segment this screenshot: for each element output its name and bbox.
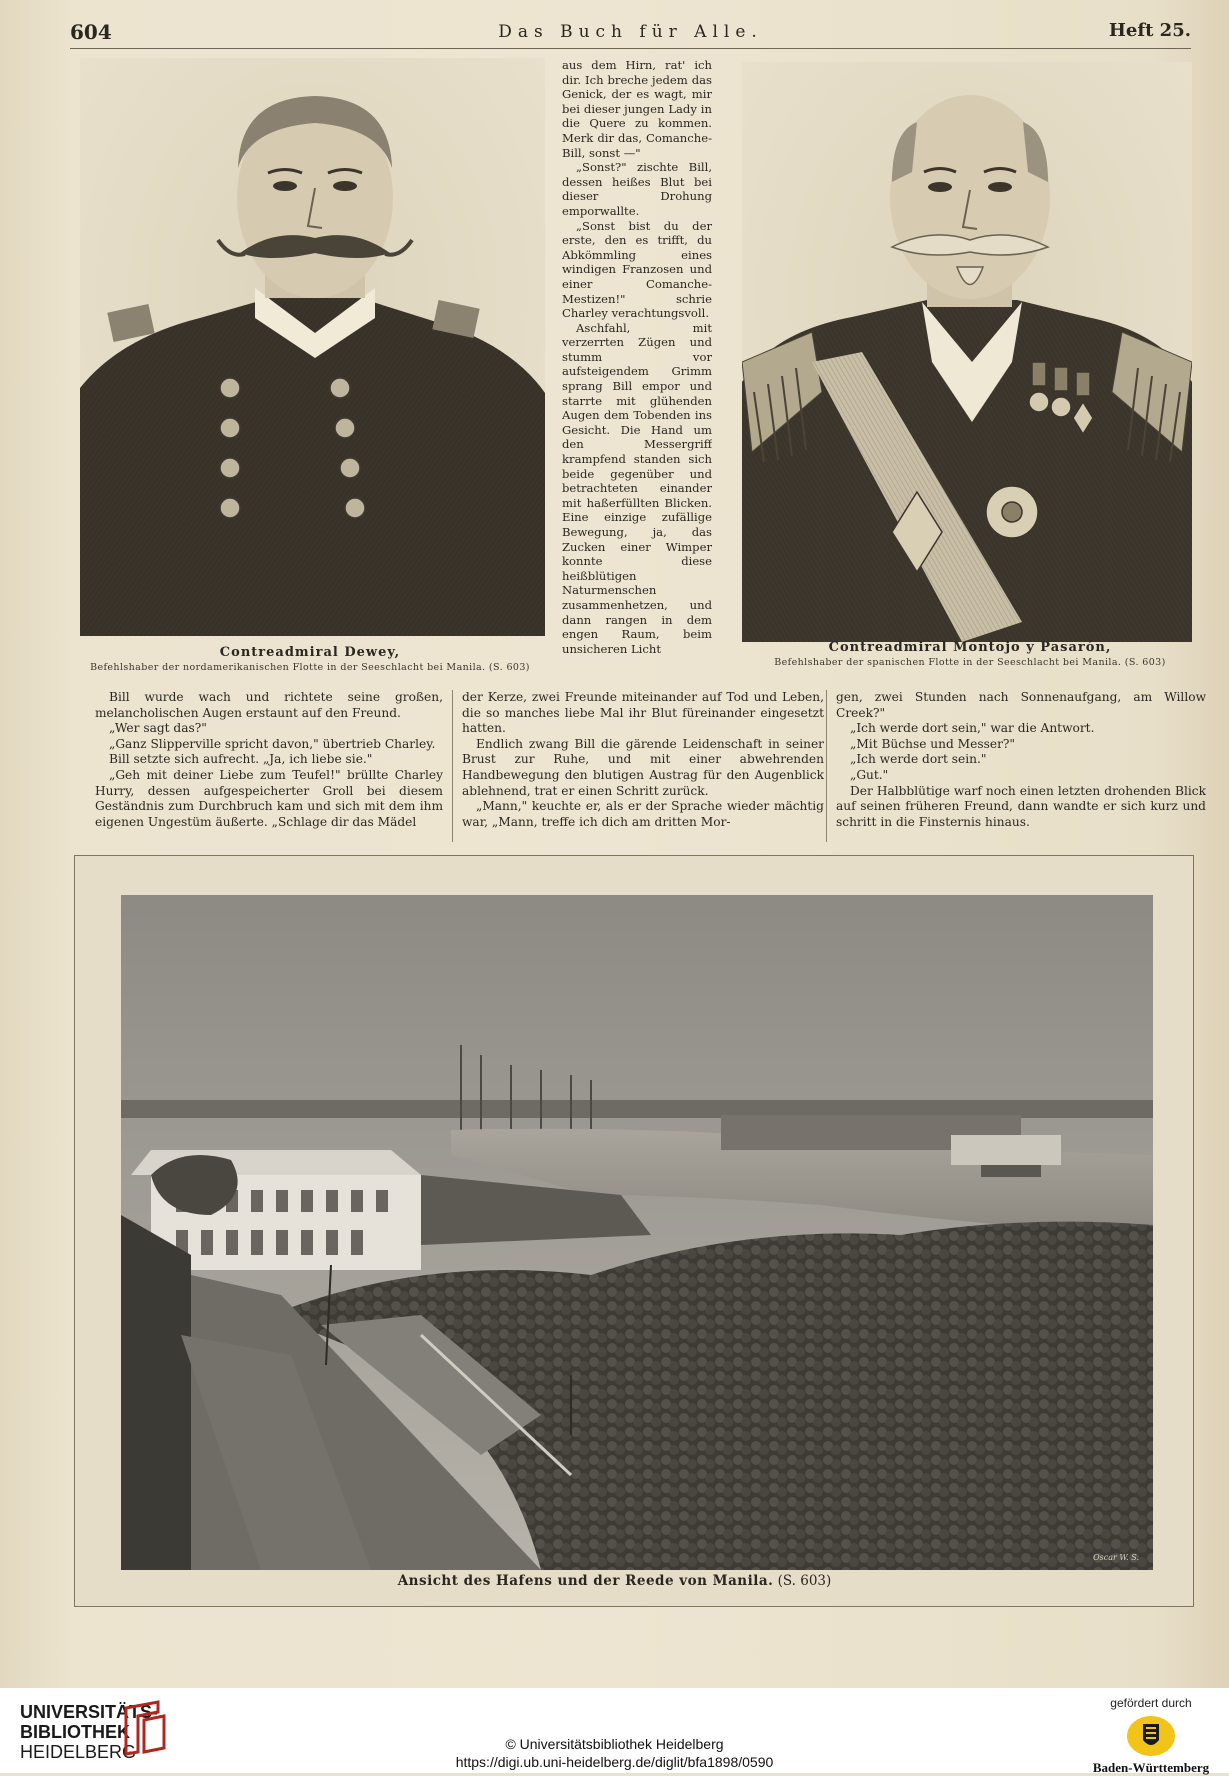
baden-wuerttemberg-crest-icon xyxy=(1125,1714,1177,1758)
portrait-montojo-engraving xyxy=(742,62,1192,642)
caption-dewey-title: Contreadmiral Dewey, xyxy=(219,645,401,660)
portrait-montojo xyxy=(742,62,1192,642)
caption-dewey xyxy=(90,645,530,673)
photo-signature: Oscar W. S. xyxy=(1093,1553,1139,1562)
column-paragraph: „Wer sagt das?" xyxy=(109,721,207,736)
issue-number: Heft 25. xyxy=(1108,20,1191,41)
column-paragraph: Bill setzte sich aufrecht. „Ja, ich liebe sie." xyxy=(109,752,373,767)
manila-harbor-photo xyxy=(121,895,1153,1570)
column-paragraph: „Mann," keuchte er, als er der Sprache wieder mächtig war, „Mann, treffe ich dich am dritten Mor- xyxy=(462,799,824,829)
narrow-text-column xyxy=(562,58,712,683)
caption-montojo xyxy=(760,640,1180,668)
column-paragraph: „Ich werde dort sein." xyxy=(850,752,987,767)
sponsor-label: gefördert durch xyxy=(1110,1696,1192,1710)
text-column-1 xyxy=(95,690,443,842)
text-column-2 xyxy=(452,690,824,842)
library-footer xyxy=(0,1688,1229,1773)
column-paragraph: „Ich werde dort sein," war die Antwort. xyxy=(850,721,1095,736)
column-paragraph: Endlich zwang Bill die gärende Leidenschaft in seiner Brust zur Ruhe, und mit einer abwehrenden Handbewegung den blutigen Austrag für den Augenblick ablehnend, trat er einen Schritt zurück. xyxy=(462,736,824,798)
column-paragraph: „Mit Büchse und Messer?" xyxy=(850,736,1016,751)
column-paragraph: Der Halbblütige warf noch einen letzten drohenden Blick auf seinen früheren Freund, dann wandte er sich kurz und schritt in die Finsternis hinaus. xyxy=(836,783,1206,829)
library-name-line2: BIBLIOTHEK xyxy=(20,1722,130,1742)
plate-caption xyxy=(0,1573,1229,1589)
library-name-line1: UNIVERSITÄTS- xyxy=(20,1702,159,1722)
source-url[interactable]: https://digi.ub.uni-heidelberg.de/diglit/bfa1898/0590 xyxy=(455,1754,774,1770)
manila-harbor-image xyxy=(121,895,1153,1570)
portrait-dewey xyxy=(80,58,545,636)
text-column-3 xyxy=(826,690,1206,842)
sponsor-block xyxy=(1091,1696,1211,1776)
column-paragraph: gen, zwei Stunden nach Sonnenaufgang, am Willow Creek?" xyxy=(836,690,1206,720)
copyright-notice: © Universitätsbibliothek Heidelberg xyxy=(505,1736,724,1752)
page-header xyxy=(70,18,1191,49)
caption-montojo-title: Contreadmiral Montojo y Pasarón, xyxy=(828,640,1112,655)
caption-montojo-subtitle: Befehlshaber der spanischen Flotte in der Seeschlacht bei Manila. (S. 603) xyxy=(774,657,1166,668)
narrow-paragraph: Aschfahl, mit verzerrten Zügen und stumm vor aufsteigendem Grimm sprang Bill empor und starrte mit glühenden Augen dem Tobenden ins Gesicht. Die Hand um den Messergriff krampfend standen sich beide gegenüber und betrachteten einander mit haßerfüllten Blicken. Eine einzige zufällige Bewegung, ja, das Zucken einer Wimper konnte diese heißblütigen Naturmenschen zusammenhetzen, und dann rangen in dem engen Raum, beim unsicheren Licht xyxy=(562,320,712,656)
caption-dewey-subtitle: Befehlshaber der nordamerikanischen Flotte in der Seeschlacht bei Manila. (S. 603) xyxy=(90,662,530,673)
narrow-paragraph: aus dem Hirn, rat' ich dir. Ich breche jedem das Genick, der es wagt, mir bei dieser jungen Lady in die Quere zu kommen. Merk dir das, Comanche-Bill, sonst —" xyxy=(562,58,712,160)
sponsor-name: Baden-Württemberg xyxy=(1092,1760,1210,1775)
narrow-paragraph: „Sonst?" zischte Bill, dessen heißes Blut bei dieser Drohung emporwallte. xyxy=(562,160,712,218)
page-number: 604 xyxy=(70,20,112,44)
column-paragraph: „Ganz Slipperville spricht davon," übertrieb Charley. xyxy=(109,736,436,751)
narrow-paragraph: „Sonst bist du der erste, den es trifft, du Abkömmling eines windigen Franzosen und einer Comanche-Mestizen!" schrie Charley verachtungsvoll. xyxy=(562,218,712,321)
portrait-dewey-engraving xyxy=(80,58,545,636)
plate-caption-title: Ansicht des Hafens und der Reede von Manila. xyxy=(397,1573,774,1589)
column-paragraph: Bill wurde wach und richtete seine großen, melancholischen Augen erstaunt auf den Freund. xyxy=(95,690,443,720)
column-paragraph: „Geh mit deiner Liebe zum Teufel!" brüllte Charley Hurry, dessen aufgespeicherter Groll bei diesem Geständnis zum Durchbruch kam und sich mit dem ihm eigenen Ungestüm äußerte. „Schlage dir das Mädel xyxy=(95,767,443,829)
magazine-title: Das Buch für Alle. xyxy=(498,22,763,42)
column-paragraph: „Gut." xyxy=(850,767,889,782)
plate-caption-ref: (S. 603) xyxy=(777,1573,832,1589)
library-name-line3: HEIDELBERG xyxy=(20,1742,137,1762)
column-paragraph: der Kerze, zwei Freunde miteinander auf Tod und Leben, die so manches liebe Mal ihr Blut füreinander eingesetzt hatten. xyxy=(462,690,824,736)
